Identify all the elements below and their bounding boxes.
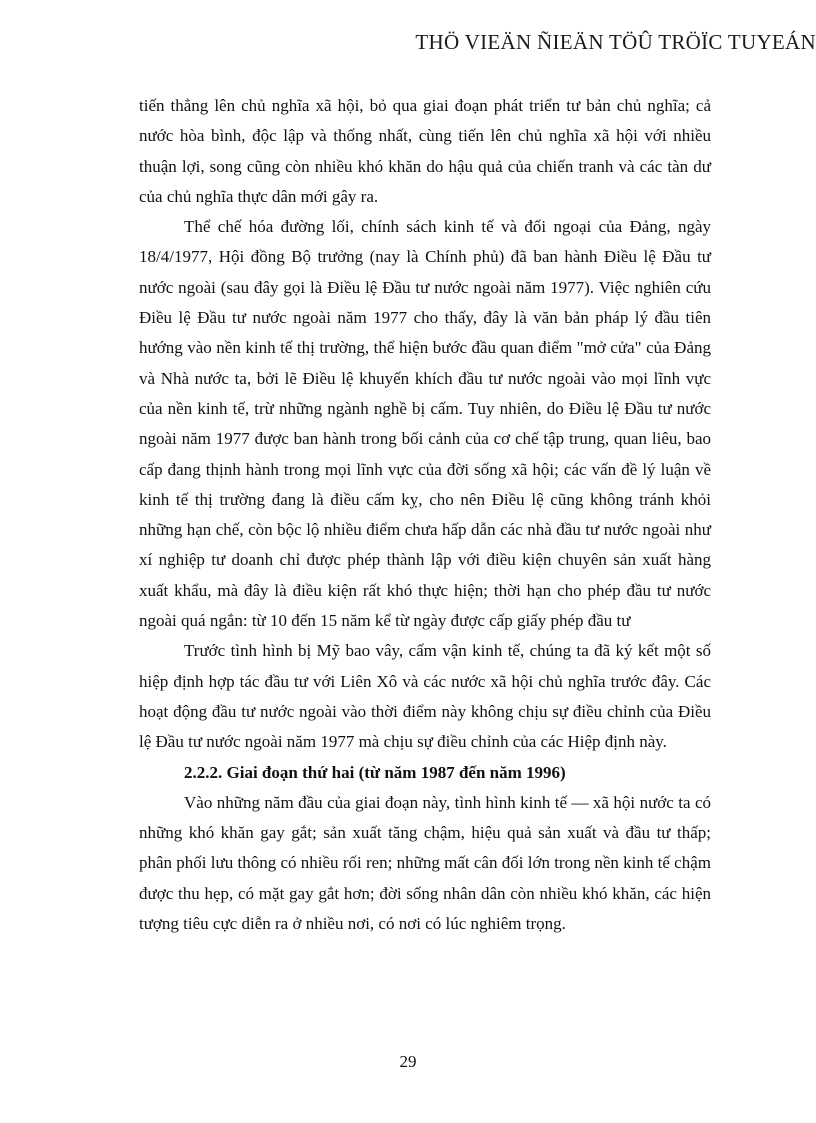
paragraph-foreign-investment-charter: Thể chế hóa đường lối, chính sách kinh tế và đối ngoại của Đảng, ngày 18/4/1977, Hội đồng Bộ trưởng (nay là Chính phủ) đã ban hành Điều lệ Đầu tư nước ngoài (sau đây gọi là Điều lệ Đầu tư nước ngoài năm 1977). Việc nghiên cứu Điều lệ Đầu tư nước ngoài năm 1977 cho thấy, đây là văn bản pháp lý đầu tiên hướng vào nền kinh tế thị trường, thể hiện bước đầu quan điểm "mở cửa" của Đảng và Nhà nước ta, bởi lẽ Điều lệ khuyến khích đầu tư nước ngoài vào mọi lĩnh vực của nền kinh tế, trừ những ngành nghề bị cấm. Tuy nhiên, do Điều lệ Đầu tư nước ngoài năm 1977 được ban hành trong bối cảnh của cơ chế tập trung, quan liêu, bao cấp đang thịnh hành trong mọi lĩnh vực của đời sống xã hội; các vấn đề lý luận về kinh tế thị trường đang là điều cấm kỵ, cho nên Điều lệ cũng không tránh khỏi những hạn chế, còn bộc lộ nhiều điểm chưa hấp dẫn các nhà đầu tư nước ngoài như xí nghiệp tư doanh chỉ được phép thành lập với điều kiện chuyên sản xuất hàng xuất khẩu, mà đây là điều kiện rất khó thực hiện; thời hạn cho phép đầu tư nước ngoài quá ngắn: từ 10 đến 15 năm kể từ ngày được cấp giấy phép đầu tư — [139, 217, 711, 631]
section-heading: 2.2.2. Giai đoạn thứ hai (từ năm 1987 đến năm 1996) — [184, 762, 566, 782]
paragraph-second-phase: Vào những năm đầu của giai đoạn này, tình hình kinh tế — xã hội nước ta có những khó khăn gay gắt; sản xuất tăng chậm, hiệu quả sản xuất và đầu tư thấp; phân phối lưu thông có nhiều rối ren; những mất cân đối lớn trong nền kinh tế chậm được thu hẹp, có mặt gay gắt hơn; đời sống nhân dân còn nhiều khó khăn, các hiện tượng tiêu cực diễn ra ở nhiều nơi, có nơi có lúc nghiêm trọng. — [139, 792, 711, 934]
paragraph-continuation: tiến thẳng lên chủ nghĩa xã hội, bỏ qua giai đoạn phát triển tư bản chủ nghĩa; cả nước hòa bình, độc lập và thống nhất, cùng tiến lên chủ nghĩa xã hội với nhiều thuận lợi, song cũng còn nhiều khó khăn do hậu quả của chiến tranh và các tàn dư của chủ nghĩa thực dân mới gây ra. — [139, 96, 711, 206]
paragraph-embargo-agreements: Trước tình hình bị Mỹ bao vây, cấm vận kinh tế, chúng ta đã ký kết một số hiệp định hợp tác đầu tư với Liên Xô và các nước xã hội chủ nghĩa trước đây. Các hoạt động đầu tư nước ngoài vào thời điểm này không chịu sự điều chỉnh của Điều lệ Đầu tư nước ngoài năm 1977 mà chịu sự điều chỉnh của các Hiệp định này. — [139, 641, 711, 752]
document-body — [139, 91, 711, 939]
running-header: THÖ VIEÄN ÑIEÄN TÖÛ TRÖÏC TUYEÁN — [415, 30, 816, 54]
page-number: 29 — [399, 1052, 417, 1071]
